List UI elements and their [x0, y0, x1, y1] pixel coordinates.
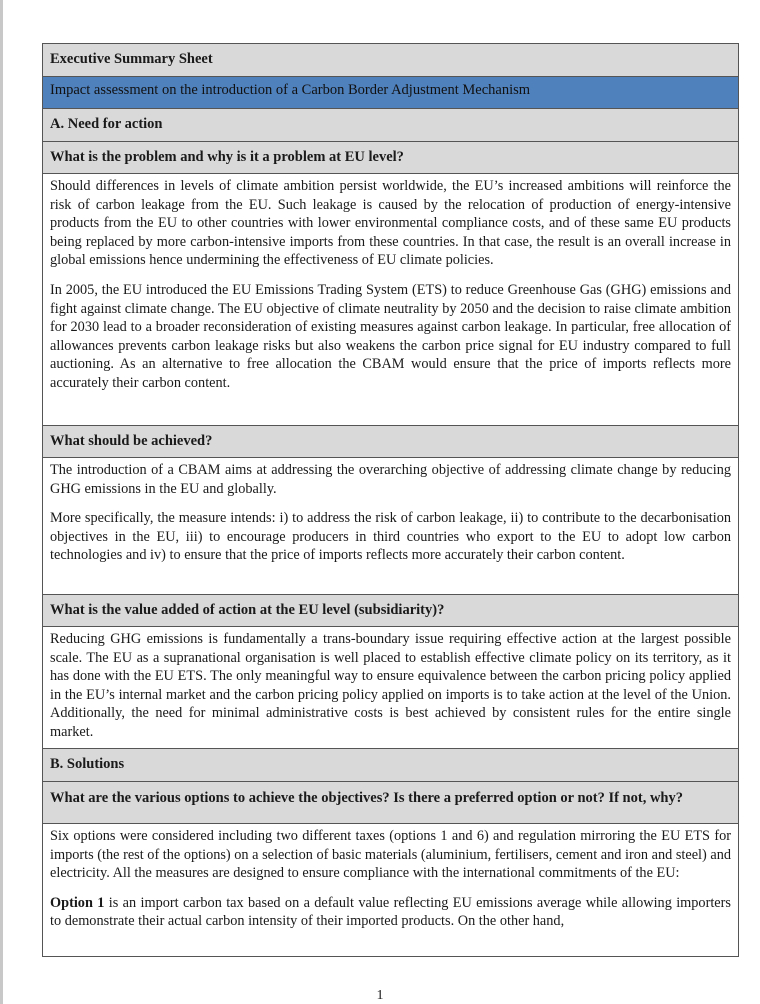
answer-value-added	[43, 627, 738, 749]
section-a-heading: A. Need for action	[43, 109, 738, 142]
achieved-paragraph-2: More specifically, the measure intends: i) to address the risk of carbon leakage, ii) to contribute to the decarbonisation objectives in the EU, iii) to encourage producers in third countries who export to the EU to adopt low carbon technologies and iv) to ensure that the price of imports reflects more accurately their carbon content.	[50, 510, 731, 564]
sheet-title: Executive Summary Sheet	[43, 44, 738, 77]
page-number: 1	[376, 988, 384, 1003]
option-1-label: Option 1	[50, 894, 105, 911]
section-b-heading: B. Solutions	[43, 749, 738, 782]
page-edge	[0, 0, 3, 1004]
answer-options	[43, 824, 738, 937]
answer-problem	[43, 174, 738, 426]
achieved-paragraph-1: The introduction of a CBAM aims at addressing the overarching objective of addressing climate change by reducing GHG emissions in the EU and globally.	[50, 462, 731, 497]
problem-paragraph-1: Should differences in levels of climate ambition persist worldwide, the EU’s increased ambitions will reinforce the risk of carbon leakage from the EU. Such leakage is caused by the relocation of production of energy-intensive products from the EU to other countries with lower environmental compliance costs, and of these same EU products being replaced by more carbon-intensive imports from these countries. In that case, the result is an overall increase in global emissions hence undermining the effectiveness of EU climate policies.	[50, 178, 731, 269]
problem-paragraph-2: In 2005, the EU introduced the EU Emissions Trading System (ETS) to reduce Greenhouse Gas (GHG) emissions and fight against climate change. The EU objective of climate neutrality by 2050 and the decision to raise climate ambition for 2030 lead to a broader reconsideration of existing measures against carbon leakage. In particular, free allocation of allowances prevents carbon leakage risks but also weakens the carbon price signal for EU industry compared to full auctioning. As an alternative to free allocation the CBAM would ensure that the price of imports reflects more accurately their carbon content.	[50, 281, 731, 391]
value-paragraph-1: Reducing GHG emissions is fundamentally a trans-boundary issue requiring effective action at the largest possible scale. The EU as a supranational organisation is well placed to establish effective climate policy on its territory, as it has done with the EU ETS. The only meaningful way to ensure equivalence between the carbon pricing policy applied in the EU’s internal market and the carbon pricing policy applied on imports is to take action at the level of the Union. Additionally, the need for minimal administrative costs is best achieved by consistent rules for the entire single market.	[50, 631, 731, 740]
option-1-text: is an import carbon tax based on a default value reflecting EU emissions average while allowing importers to demonstrate their actual carbon intensity of their imported products. On the other hand,	[50, 894, 731, 930]
answer-achieved	[43, 458, 738, 595]
question-value-added: What is the value added of action at the EU level (subsidiarity)?	[43, 595, 738, 627]
options-paragraph-1: Six options were considered including two different taxes (options 1 and 6) and regulation mirroring the EU ETS for imports (the rest of the options) on a selection of basic materials (aluminium, fertilisers, cement and iron and steel) and electricity. All the measures are designed to ensure compliance with the international commitments of the EU:	[50, 828, 731, 882]
option-1-paragraph	[50, 894, 731, 931]
question-options: What are the various options to achieve the objectives? Is there a preferred option or not? If not, why?	[43, 782, 738, 824]
sheet-subtitle: Impact assessment on the introduction of a Carbon Border Adjustment Mechanism	[43, 77, 738, 109]
question-achieved: What should be achieved?	[43, 426, 738, 458]
question-problem: What is the problem and why is it a problem at EU level?	[43, 142, 738, 174]
executive-summary-table	[42, 43, 739, 957]
